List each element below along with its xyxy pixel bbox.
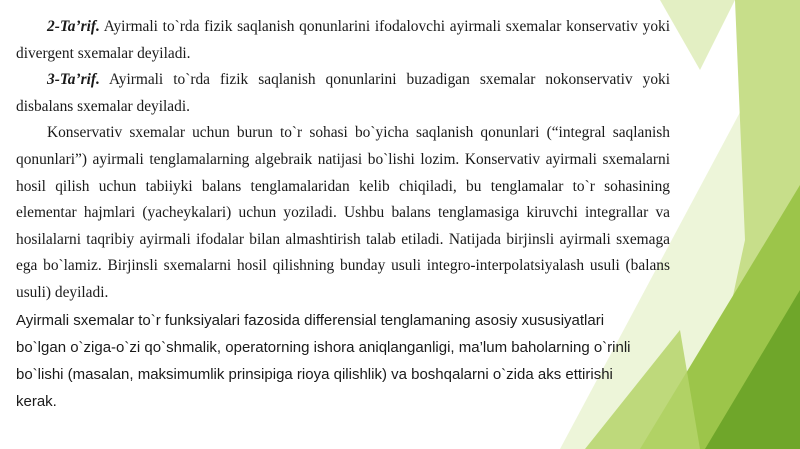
- definition-2-text: Ayirmali to`rda fizik saqlanish qonunlarini ifodalovchi ayirmali sxemalar konservativ yoki divergent sxemalar deyiladi.: [16, 18, 670, 62]
- paragraph-conservative-schemes: Konservativ sxemalar uchun burun to`r sohasi bo`yicha saqlanish qonunlari (“integral saqlanish qonunlari”) ayirmali tenglamalarning algebraik natijasi bo`lishi lozim. Konservativ ayirmali sxemalarni hosil qilish uchun tabiiyki balans tenglamalaridan kelib chiqiladi, bu tenglamalar to`r sohasining elementar hajmlari (yacheykalari) uchun yoziladi. Ushbu balans tenglamasiga kiruvchi integrallar va hosilalarni taqribiy ayirmali ifodalar bilan almashtirish talab etiladi. Natijada birjinsli ayirmali sxemaga ega bo`lamiz. Birjinsli sxemalarni hosil qilishning bunday usuli integro-interpolatsiyalash usuli (balans usuli) deyiladi.: [16, 124, 670, 301]
- definition-2: [16, 14, 670, 67]
- definition-2-term: 2-Ta’rif.: [47, 18, 100, 35]
- document-body: [16, 14, 670, 415]
- paragraph-scheme-properties: Ayirmali sxemalar to`r funksiyalari fazosida differensial tenglamaning asosiy xususiyatlari bo`lgan o`ziga-o`zi qo`shmalik, operatorning ishora aniqlanganligi, ma’lum baholarning o`rinli bo`lishi (masalan, maksimumlik prinsipiga rioya qilishlik) va boshqalarni o`zida aks ettirishi kerak.: [16, 311, 631, 410]
- definition-3: [16, 67, 670, 120]
- green-top-shard: [660, 0, 735, 70]
- definition-3-text: Ayirmali to`rda fizik saqlanish qonunlarini buzadigan sxemalar nokonservativ yoki disbalans sxemalar deyiladi.: [16, 71, 670, 115]
- definition-3-term: 3-Ta’rif.: [47, 71, 100, 89]
